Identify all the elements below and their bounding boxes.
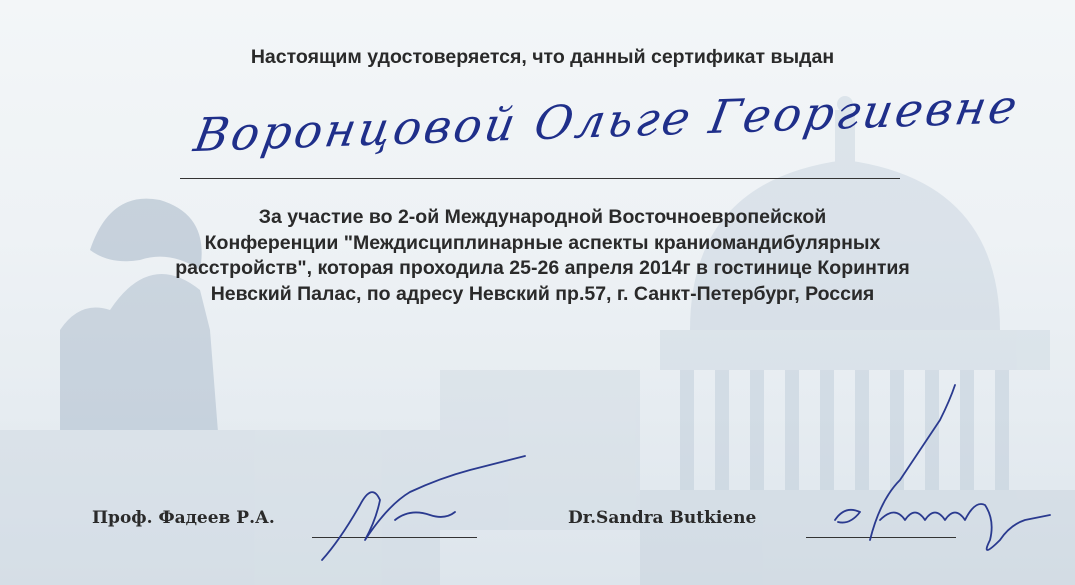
signature-line-2 (806, 537, 956, 538)
description-line: расстройств", которая проходила 25-26 апреля 2014г в гостинице Коринтия (175, 257, 910, 279)
description-line: За участие во 2-ой Международной Восточноевропейской (258, 206, 827, 228)
certification-statement: Настоящим удостоверяется, что данный сертификат выдан (250, 46, 835, 68)
certificate-description (0, 205, 1075, 307)
recipient-underline (180, 178, 900, 179)
description-line: Конференции "Междисциплинарные аспекты краниомандибулярных (204, 231, 881, 254)
signatory-name-2: Dr.Sandra Butkiene (568, 508, 757, 528)
description-line: Невский Палас, по адресу Невский пр.57, г. Санкт-Петербург, Россия (210, 282, 875, 305)
signatory-name-1: Проф. Фадеев Р.А. (92, 508, 275, 528)
signature-line-1 (312, 537, 477, 538)
recipient-name-handwritten: Воронцовой Ольге Георгиевне (190, 79, 1025, 163)
